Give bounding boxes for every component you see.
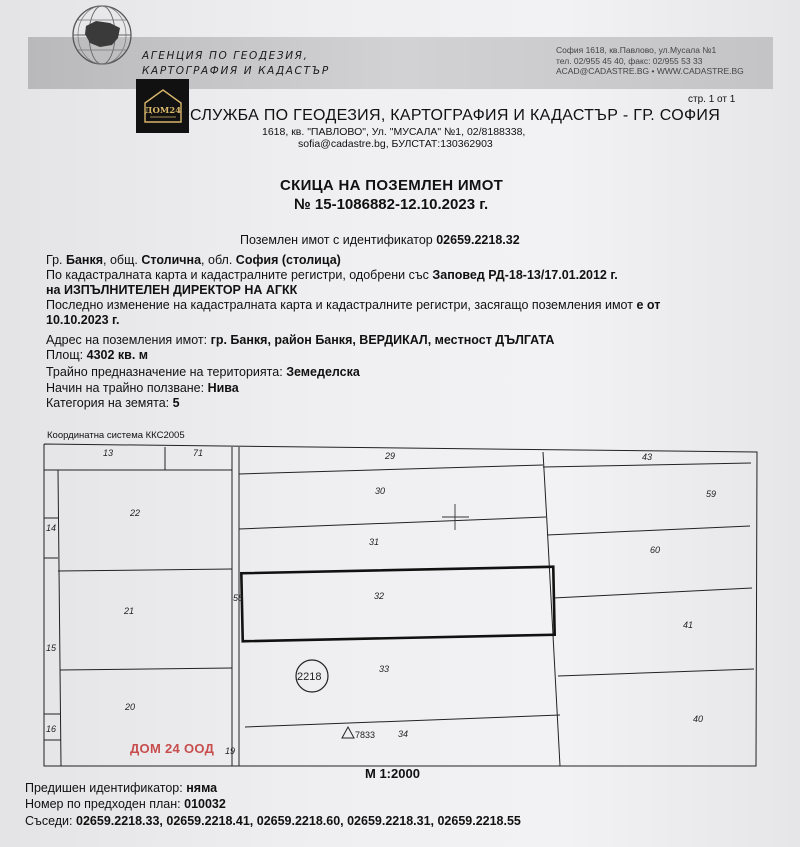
parcel-label: 30 bbox=[375, 486, 386, 496]
parcel-label: 13 bbox=[103, 448, 114, 458]
parcel-line bbox=[547, 523, 560, 766]
coordinate-system: Координатна система ККС2005 bbox=[47, 430, 185, 441]
document-number: № 15-1086882-12.10.2023 г. bbox=[294, 196, 489, 213]
parcel-line bbox=[558, 669, 754, 676]
logo-text: ДОМ24 bbox=[144, 106, 181, 116]
region-value: София (столица) bbox=[235, 253, 341, 267]
parcel-line bbox=[239, 517, 546, 529]
approval-label: По кадастралната карта и кадастралните регистри, одобрени със bbox=[46, 268, 429, 282]
watermark: ДОМ 24 ООД bbox=[130, 741, 215, 756]
office-title: СЛУЖБА ПО ГЕОДЕЗИЯ, КАРТОГРАФИЯ И КАДАСТЪР - ГР. СОФИЯ bbox=[190, 107, 721, 124]
parcel-line bbox=[60, 668, 232, 670]
region-label: , обл. bbox=[201, 253, 233, 267]
municipality-value: Столична bbox=[141, 253, 202, 267]
parcel-line bbox=[547, 526, 750, 535]
identifier-label: Поземлен имот с идентификатор bbox=[240, 233, 433, 247]
address-value: гр. Банкя, район Банкя, ВЕРДИКАЛ, местност ДЪЛГАТА bbox=[210, 333, 555, 347]
prev-plan-value: 010032 bbox=[184, 797, 226, 811]
block-number-label: 2218 bbox=[297, 671, 322, 683]
prev-plan-label: Номер по предходен план: bbox=[25, 797, 181, 811]
map-scale: М 1:2000 bbox=[365, 766, 420, 781]
parcel-label: 31 bbox=[369, 537, 380, 547]
parcel-line bbox=[239, 465, 543, 474]
identifier-value: 02659.2218.32 bbox=[436, 233, 520, 247]
parcel-label: 32 bbox=[374, 591, 385, 601]
office-address: 1618, кв. "ПАВЛОВО", Ул. "МУСАЛА" №1, 02/8188338, bbox=[262, 126, 526, 138]
document-title: СКИЦА НА ПОЗЕМЛЕН ИМОТ bbox=[280, 177, 504, 194]
parcel-line bbox=[58, 569, 232, 571]
town-label: Гр. bbox=[46, 253, 63, 267]
agency-contact-line2: тел. 02/955 45 40, факс: 02/955 53 33 bbox=[556, 55, 703, 66]
agency-contact-line1: София 1618, кв.Павлово, ул.Мусала №1 bbox=[556, 45, 717, 55]
prev-plan-line bbox=[25, 797, 226, 811]
parcel-label: 19 bbox=[225, 746, 236, 756]
agency-contact-line3: ACAD@CADASTRE.BG • WWW.CADASTRE.BG bbox=[556, 66, 744, 76]
municipality-label: , общ. bbox=[103, 253, 138, 267]
parcel-label: 21 bbox=[124, 606, 135, 616]
neighbors-label: Съседи: bbox=[25, 814, 73, 828]
subject-parcel-32 bbox=[241, 567, 554, 642]
neighbors-value: 02659.2218.33, 02659.2218.41, 02659.2218.60, 02659.2218.31, 02659.2218.55 bbox=[76, 814, 521, 828]
last-change-date: 10.10.2023 г. bbox=[46, 313, 120, 327]
parcel-label: 71 bbox=[193, 448, 204, 458]
parcel-label: 15 bbox=[46, 643, 57, 653]
prev-identifier-value: няма bbox=[186, 781, 218, 795]
parcel-label: 60 bbox=[650, 545, 661, 555]
parcel-label: 43 bbox=[642, 452, 653, 462]
office-email: sofia@cadastre.bg, БУЛСТАТ:130362903 bbox=[298, 138, 493, 150]
parcel-line bbox=[553, 588, 752, 598]
parcel-label: 20 bbox=[125, 702, 136, 712]
prev-identifier-line bbox=[25, 781, 217, 795]
category-value: 5 bbox=[172, 396, 180, 410]
agency-name-line2: КАРТОГРАФИЯ И КАДАСТЪР bbox=[142, 65, 330, 77]
parcel-line bbox=[543, 452, 547, 523]
purpose-value: Земеделска bbox=[286, 365, 360, 379]
prev-identifier-label: Предишен идентификатор: bbox=[25, 781, 183, 795]
parcel-line bbox=[543, 463, 751, 467]
usage-value: Нива bbox=[207, 381, 239, 395]
page-number: стр. 1 от 1 bbox=[688, 94, 736, 105]
parcel-label: 29 bbox=[385, 451, 396, 461]
address-label: Адрес на поземления имот: bbox=[46, 333, 208, 347]
parcel-line bbox=[58, 470, 61, 766]
last-change-suffix: е от bbox=[636, 298, 661, 312]
parcel-label: 16 bbox=[46, 724, 57, 734]
parcel-label: 40 bbox=[693, 714, 704, 724]
agency-name-line1: АГЕНЦИЯ ПО ГЕОДЕЗИЯ, bbox=[142, 50, 309, 62]
parcel-label: 34 bbox=[398, 729, 409, 739]
parcel-label: 33 bbox=[379, 664, 390, 674]
area-label: Площ: bbox=[46, 348, 84, 362]
approval-order: Заповед РД-18-13/17.01.2012 г. bbox=[432, 268, 618, 282]
category-label: Категория на земята: bbox=[46, 396, 170, 410]
purpose-label: Трайно предназначение на територията: bbox=[46, 365, 283, 379]
approval-authority: на ИЗПЪЛНИТЕЛЕН ДИРЕКТОР НА АГКК bbox=[46, 283, 298, 297]
map-frame bbox=[44, 444, 757, 766]
survey-point-triangle bbox=[342, 727, 354, 738]
parcel-label: 59 bbox=[706, 489, 717, 499]
usage-label: Начин на трайно ползване: bbox=[46, 381, 205, 395]
parcel-label: 58 bbox=[233, 593, 244, 603]
parcel-label: 14 bbox=[46, 523, 57, 533]
parcel-label: 22 bbox=[130, 508, 141, 518]
area-value: 4302 кв. м bbox=[86, 348, 149, 362]
survey-point-label: 7833 bbox=[355, 730, 376, 740]
town-value: Банкя bbox=[65, 253, 104, 267]
last-change-label: Последно изменение на кадастралната карта и кадастралните регистри, засягащо поземления имот bbox=[46, 298, 633, 312]
parcel-line bbox=[245, 715, 560, 727]
parcel-label: 41 bbox=[683, 620, 694, 630]
neighbors-line bbox=[25, 814, 521, 828]
